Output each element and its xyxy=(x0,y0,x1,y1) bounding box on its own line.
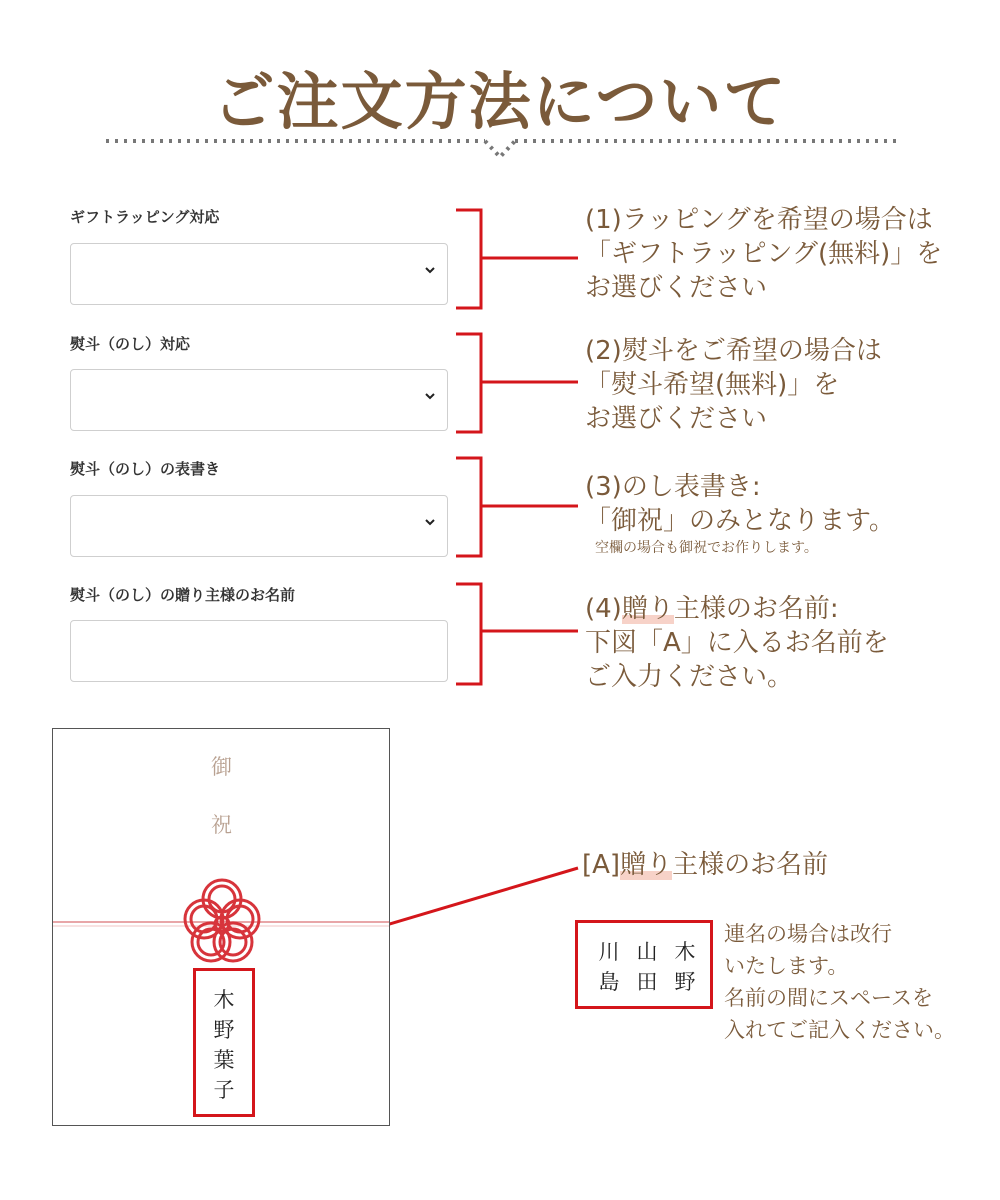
field-label-sender-name: 熨斗（のし）の贈り主様のお名前 xyxy=(70,586,296,604)
note-4-suffix: 主様のお名前: xyxy=(673,594,839,624)
note-1-line3: お選びください xyxy=(585,273,768,303)
note-1 xyxy=(585,203,942,305)
a-label xyxy=(582,844,828,881)
note-2-line3: お選びください xyxy=(585,404,768,434)
page-title: ご注文方法について xyxy=(212,65,788,138)
name-char: 葉 xyxy=(213,1048,235,1072)
joint-name-char: 山 xyxy=(636,940,658,964)
name-char: 子 xyxy=(213,1078,235,1102)
bracket-4 xyxy=(456,584,481,684)
joint-name-column xyxy=(672,937,698,997)
note-4-line1 xyxy=(585,592,889,626)
a-label-suffix: 主様のお名前 xyxy=(672,850,829,880)
joint-note-line: 入れてご記入ください。 xyxy=(724,1018,955,1042)
note-4-line2: 下図「A」に入るお名前を xyxy=(585,628,889,658)
bracket-1 xyxy=(456,210,481,308)
note-3-line2: 「御祝」のみとなります。 xyxy=(585,506,895,536)
joint-note-line: 名前の間にスペースを xyxy=(724,986,933,1010)
joint-name-char: 川 xyxy=(598,940,620,964)
joint-names-example xyxy=(575,920,713,1009)
joint-note-line: いたします。 xyxy=(724,954,849,978)
joint-name-column xyxy=(634,937,660,997)
sender-name-area-a xyxy=(193,968,255,1117)
joint-names-note xyxy=(724,918,955,1046)
note-2-line2: 「熨斗希望(無料)」を xyxy=(585,370,840,400)
a-label-prefix: [A] xyxy=(582,850,621,880)
name-char: 野 xyxy=(213,1018,235,1042)
joint-name-char: 野 xyxy=(674,970,696,994)
note-4-highlight: 贈り xyxy=(621,594,674,624)
note-4-line3: ご入力ください。 xyxy=(585,662,794,692)
joint-name-char: 木 xyxy=(674,940,696,964)
note-1-line2: 「ギフトラッピング(無料)」を xyxy=(585,239,943,269)
joint-name-char: 田 xyxy=(636,970,658,994)
joint-name-char: 島 xyxy=(598,970,620,994)
note-2-line1: (2)熨斗をご希望の場合は xyxy=(585,336,882,366)
note-1-line1: (1)ラッピングを希望の場合は xyxy=(585,205,933,235)
bracket-2 xyxy=(456,334,481,432)
field-label-noshi: 熨斗（のし）対応 xyxy=(70,335,191,353)
field-label-noshi-inscription: 熨斗（のし）の表書き xyxy=(70,460,221,478)
note-3 xyxy=(585,470,895,558)
noshi-heading-bottom: 祝 xyxy=(211,813,232,837)
name-char: 木 xyxy=(213,988,235,1012)
noshi-heading-top: 御 xyxy=(211,755,232,779)
note-3-line1: (3)のし表書き: xyxy=(585,472,761,502)
field-label-gift-wrapping: ギフトラッピング対応 xyxy=(70,208,220,226)
note-4-prefix: (4) xyxy=(585,594,622,624)
bracket-3 xyxy=(456,458,481,556)
joint-name-column xyxy=(596,937,622,997)
sender-name-vertical xyxy=(196,985,252,1105)
note-4 xyxy=(585,592,889,694)
a-label-highlight: 贈り xyxy=(620,850,673,880)
joint-note-line: 連名の場合は改行 xyxy=(724,922,892,946)
note-3-small: 空欄の場合も御祝でお作りします。 xyxy=(595,540,818,556)
note-2 xyxy=(585,334,882,436)
